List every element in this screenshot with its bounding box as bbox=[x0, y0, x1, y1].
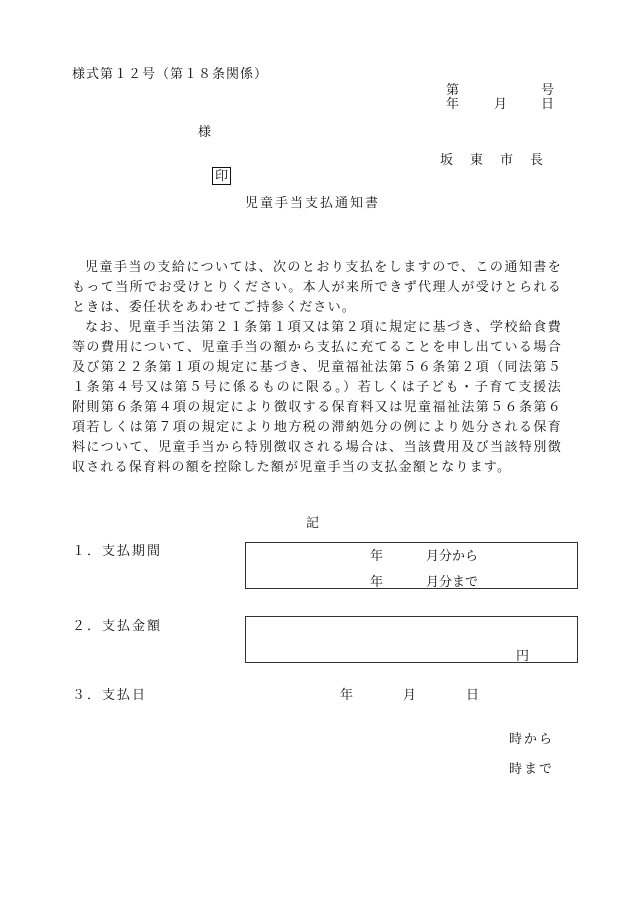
issue-date-month: 月 bbox=[494, 97, 508, 112]
payment-date-day: 日 bbox=[466, 688, 480, 703]
payment-amount-label: ２．支払金額 bbox=[72, 619, 163, 634]
period-from-month: 月分から bbox=[426, 549, 479, 564]
notice-paragraph-2: なお、児童手当法第２１条第１項又は第２項に規定に基づき、学校給食費等の費用について、児童手当の額から支払に充てることを申し出ている場合及び第２２条第１項の規定に基づき、児童福祉法第５６条第２項（同法第５１条第４号又は第５号に係るものに限る。）若しくは子ども・子育て支援法附則第６条第４項の規定により徴収する保育料又は児童福祉法第５６条第６項若しくは第７項の規定により地方税の滞納処分の例により処分される保育料について、児童手当から特別徴収される場合は、当該費用及び当該特別徴収される保育料の額を控除した額が児童手当の支払金額となります。 bbox=[72, 320, 562, 475]
period-from-line bbox=[370, 545, 478, 564]
payment-period-box bbox=[245, 542, 578, 589]
payment-time-to: 時まで bbox=[509, 762, 555, 777]
yen-unit: 円 bbox=[516, 649, 530, 664]
period-to-line bbox=[370, 571, 478, 590]
notice-body bbox=[72, 258, 562, 478]
issue-date-day: 日 bbox=[541, 97, 555, 112]
payment-date-label: ３．支払日 bbox=[72, 688, 148, 703]
period-to-year: 年 bbox=[370, 575, 384, 590]
form-number: 様式第１２号（第１８条関係） bbox=[72, 67, 269, 82]
payment-date-month: 月 bbox=[403, 688, 417, 703]
document-number-suffix: 号 bbox=[541, 83, 555, 98]
seal-stamp: 印 bbox=[212, 167, 231, 185]
ki-heading: 記 bbox=[306, 516, 320, 531]
document-title: 児童手当支払通知書 bbox=[245, 196, 381, 211]
period-to-month: 月分まで bbox=[426, 575, 479, 590]
document-number-prefix: 第 bbox=[446, 83, 460, 98]
issuer-name: 坂東市長 bbox=[440, 153, 561, 168]
issue-date-year: 年 bbox=[446, 97, 460, 112]
period-from-year: 年 bbox=[370, 549, 384, 564]
payment-time-from: 時から bbox=[509, 732, 555, 747]
notice-paragraph-1: 児童手当の支給については、次のとおり支払をしますので、この通知書をもって当所でお受けとりください。本人が来所できず代理人が受けとられるときは、委任状をあわせてご持参ください。 bbox=[72, 260, 562, 315]
addressee-suffix: 様 bbox=[198, 125, 212, 140]
payment-amount-box bbox=[245, 616, 578, 663]
issue-date bbox=[446, 98, 554, 111]
payment-period-label: １．支払期間 bbox=[72, 544, 163, 559]
payment-date-year: 年 bbox=[340, 688, 354, 703]
